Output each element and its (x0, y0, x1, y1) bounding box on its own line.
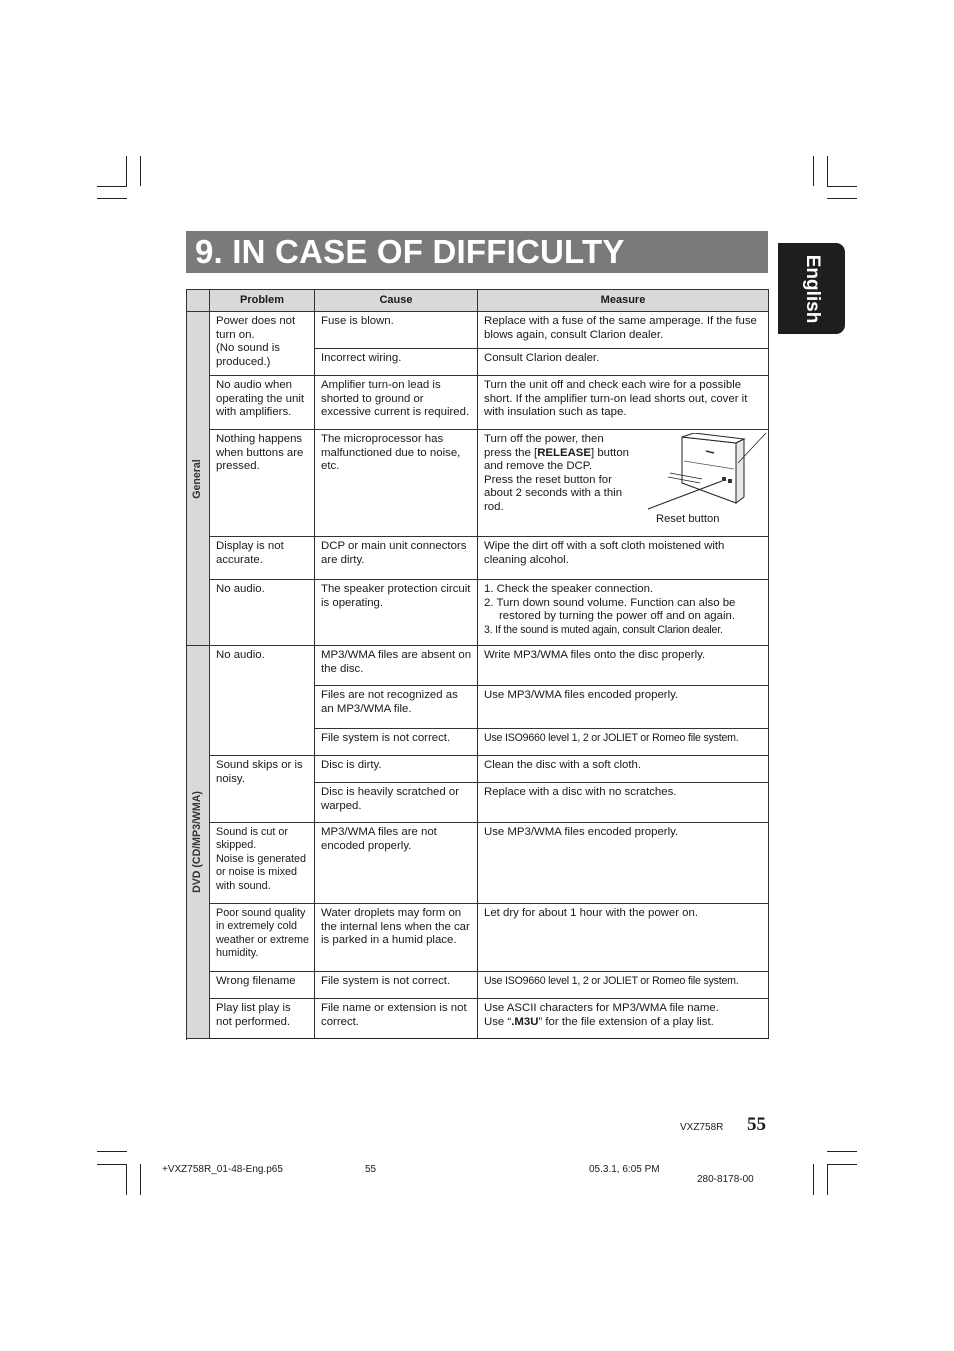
problem-cell: Display is not accurate. (210, 537, 315, 580)
reset-text-part: ] button and remove the DCP. Press the reset button for about 2 seconds with a thin rod. (484, 446, 629, 513)
reset-button-caption: Reset button (656, 513, 720, 525)
troubleshooting-table (186, 289, 769, 1039)
crop-mark (140, 156, 141, 186)
crop-mark (827, 198, 857, 199)
group-label-dvd: DVD (CD/MP3/WMA) (191, 791, 204, 893)
table-row (187, 312, 769, 349)
table-row (187, 972, 769, 999)
header-measure: Measure (478, 290, 769, 312)
header-blank (187, 290, 210, 312)
table-row (187, 904, 769, 972)
measure-cell: Replace with a disc with no scratches. (478, 783, 769, 823)
problem-cell: Sound skips or is noisy. (210, 756, 315, 823)
step-item: 1. Check the speaker connection. (484, 583, 654, 595)
measure-cell: Consult Clarion dealer. (478, 349, 769, 376)
crop-mark (827, 1164, 857, 1165)
problem-cell: No audio. (210, 646, 315, 756)
measure-cell: Clean the disc with a soft cloth. (478, 756, 769, 783)
crop-mark (97, 1164, 127, 1165)
problem-cell: Wrong filename (210, 972, 315, 999)
problem-cell: Nothing happens when buttons are pressed. (210, 430, 315, 537)
footer-datetime: 05.3.1, 6:05 PM (589, 1164, 660, 1175)
cause-cell: MP3/WMA files are absent on the disc. (315, 646, 478, 686)
crop-mark (827, 186, 857, 187)
step-item: 2. Turn down sound volume. Function can also be restored by turning the power off and on again. (484, 596, 736, 623)
language-tab (778, 243, 845, 334)
crop-mark (97, 186, 127, 187)
measure-cell: Write MP3/WMA files onto the disc properly. (478, 646, 769, 686)
measure-cell: Wipe the dirt off with a soft cloth moistened with cleaning alcohol. (478, 537, 769, 580)
measure-cell: Use ISO9660 level 1, 2 or JOLIET or Romeo file system. (478, 972, 769, 999)
page-number: 55 (747, 1114, 766, 1135)
measure-cell: Use MP3/WMA files encoded properly. (478, 823, 769, 904)
header-cause: Cause (315, 290, 478, 312)
crop-mark (126, 1164, 127, 1195)
step-item: 3. If the sound is muted again, consult Clarion dealer. (484, 623, 723, 636)
measure-cell: Replace with a fuse of the same amperage. If the fuse blows again, consult Clarion dealer. (478, 312, 769, 349)
footer-sheet: 55 (365, 1164, 377, 1175)
table-row (187, 823, 769, 904)
reset-button-figure (642, 433, 770, 511)
table-row (187, 756, 769, 783)
problem-cell: Sound is cut or skipped. Noise is generated or noise is mixed with sound. (210, 823, 315, 904)
table-row (187, 580, 769, 646)
table-row (187, 376, 769, 430)
reset-text (484, 433, 634, 515)
reset-instructions (484, 433, 763, 529)
problem-cell: Play list play is not performed. (210, 999, 315, 1039)
page-title: 9. IN CASE OF DIFFICULTY (186, 231, 768, 273)
table-row (187, 537, 769, 580)
table-row (187, 430, 769, 537)
group-label-general: General (191, 458, 204, 499)
footer-filename: +VXZ758R_01-48-Eng.p65 (162, 1164, 283, 1175)
crop-mark (140, 1164, 141, 1195)
measure-steps (484, 583, 763, 637)
measure-text-part: ” for the file extension of a play list. (538, 1015, 714, 1028)
crop-mark (97, 1151, 127, 1152)
cause-cell: Disc is heavily scratched or warped. (315, 783, 478, 823)
reset-text-part: Turn off the power, then press the [ (484, 433, 604, 459)
cause-cell: File system is not correct. (315, 729, 478, 756)
cause-cell: File system is not correct. (315, 972, 478, 999)
cause-cell: Disc is dirty. (315, 756, 478, 783)
model-label: VXZ758R (680, 1122, 724, 1133)
table-row (187, 999, 769, 1039)
cause-cell: File name or extension is not correct. (315, 999, 478, 1039)
release-keyword: RELEASE (537, 446, 591, 459)
problem-cell: No audio. (210, 580, 315, 646)
crop-mark (827, 156, 828, 187)
cause-cell: Fuse is blown. (315, 312, 478, 349)
footer-code: 280-8178-00 (697, 1174, 754, 1185)
table-row (187, 646, 769, 686)
crop-mark (827, 1151, 857, 1152)
measure-cell (478, 999, 769, 1039)
cause-cell: Amplifier turn-on lead is shorted to ground or excessive current is required. (315, 376, 478, 430)
measure-cell (478, 580, 769, 646)
cause-cell: The speaker protection circuit is operating. (315, 580, 478, 646)
cause-cell: Incorrect wiring. (315, 349, 478, 376)
m3u-keyword: .M3U (511, 1015, 539, 1028)
crop-mark (126, 156, 127, 187)
measure-cell (478, 430, 769, 537)
problem-cell: Poor sound quality in extremely cold weather or extreme humidity. (210, 904, 315, 972)
measure-cell: Turn the unit off and check each wire for a possible short. If the amplifier turn-on lead shorts out, cover it with insulation such as tape. (478, 376, 769, 430)
measure-cell: Use ISO9660 level 1, 2 or JOLIET or Romeo file system. (478, 729, 769, 756)
header-problem: Problem (210, 290, 315, 312)
measure-cell: Let dry for about 1 hour with the power on. (478, 904, 769, 972)
group-dvd (187, 646, 210, 1039)
cause-cell: MP3/WMA files are not encoded properly. (315, 823, 478, 904)
table-header-row (187, 290, 769, 312)
measure-text-part: Use ASCII characters for MP3/WMA file name. Use “ (484, 1002, 719, 1028)
crop-mark (97, 198, 127, 199)
cause-cell: The microprocessor has malfunctioned due to noise, etc. (315, 430, 478, 537)
language-tab-label: English (801, 254, 823, 323)
problem-cell: No audio when operating the unit with amplifiers. (210, 376, 315, 430)
cause-cell: DCP or main unit connectors are dirty. (315, 537, 478, 580)
crop-mark (813, 1164, 814, 1195)
crop-mark (827, 1164, 828, 1195)
problem-cell: Power does not turn on. (No sound is produced.) (210, 312, 315, 376)
measure-cell: Use MP3/WMA files encoded properly. (478, 686, 769, 729)
group-general (187, 312, 210, 646)
cause-cell: Files are not recognized as an MP3/WMA file. (315, 686, 478, 729)
crop-mark (813, 156, 814, 186)
cause-cell: Water droplets may form on the internal lens when the car is parked in a humid place. (315, 904, 478, 972)
